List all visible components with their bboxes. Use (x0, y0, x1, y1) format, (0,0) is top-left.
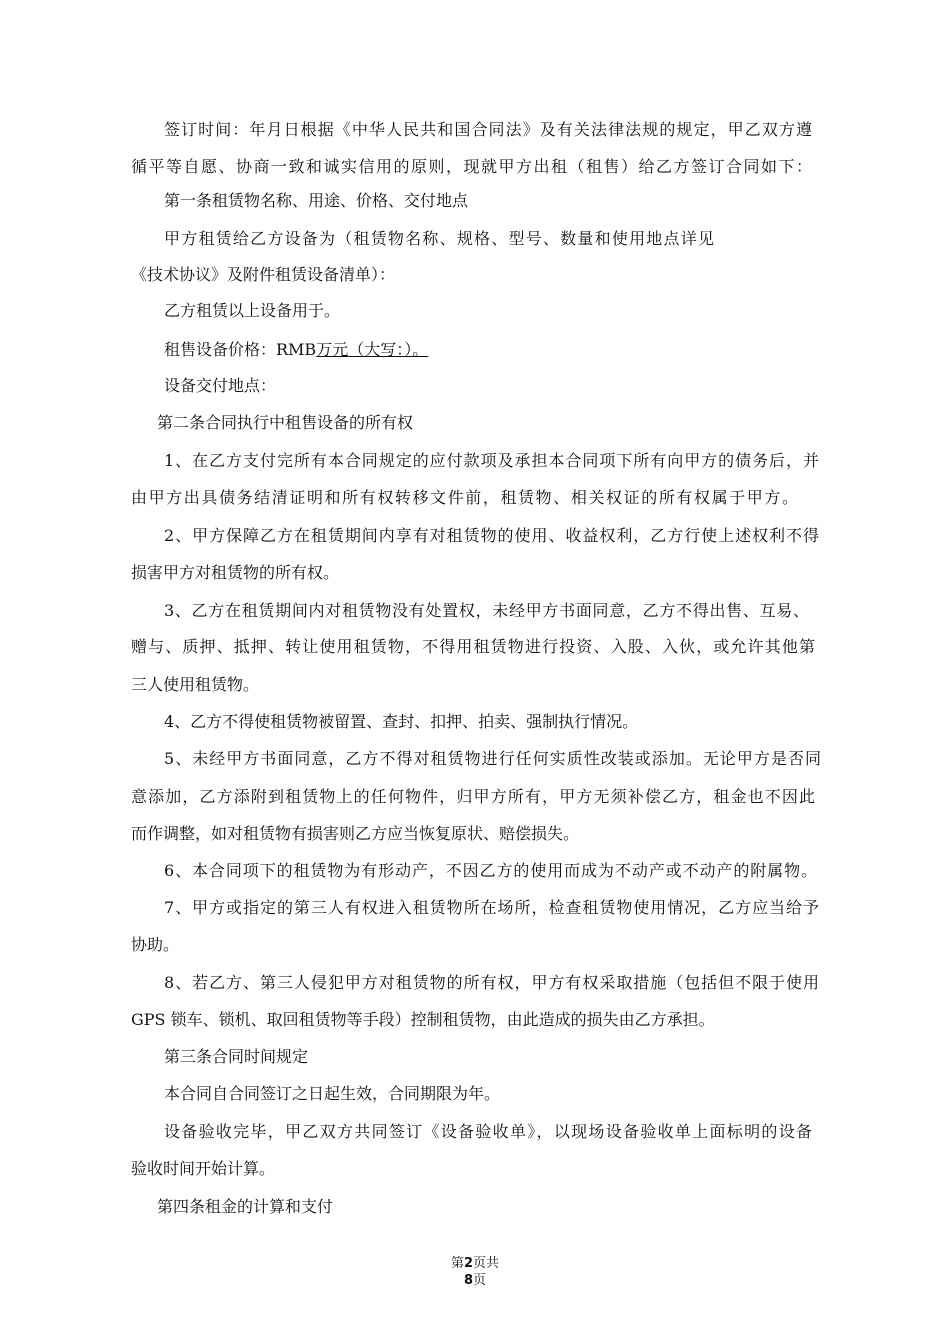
article-3-para-2-line-1: 设备验收完毕，甲乙双方共同签订《设备验收单》，以现场设备验收单上面标明的设备 (164, 1122, 812, 1141)
article-1-para-1-line-2: 《技术协议》及附件租赁设备清单）： (131, 265, 396, 284)
article-2-item-5-line-1: 5、未经甲方书面同意，乙方不得对租赁物进行任何实质性改装或添加。无论甲方是否同 (164, 749, 821, 768)
article-2-item-2-line-1: 2、甲方保障乙方在租赁期间内享有对租赁物的使用、收益权利，乙方行使上述权利不得 (164, 526, 819, 545)
article-3-title: 第三条合同时间规定 (164, 1047, 309, 1066)
article-1-para-1-line-1: 甲方租赁给乙方设备为（租赁物名称、规格、型号、数量和使用地点详见 (164, 229, 714, 248)
article-1-delivery-place: 设备交付地点： (164, 376, 277, 395)
article-2-item-6: 6、本合同项下的租赁物为有形动产，不因乙方的使用而成为不动产或不动产的附属物。 (164, 861, 817, 880)
article-2-title: 第二条合同执行中租售设备的所有权 (157, 413, 414, 432)
article-2-item-8-line-2: GPS 锁车、锁机、取回租赁物等手段）控制租赁物，由此造成的损失由乙方承担。 (131, 1010, 715, 1029)
article-3-para-2-line-2: 验收时间开始计算。 (131, 1159, 276, 1178)
price-label: 租售设备价格：RMB (164, 340, 317, 359)
article-2-item-7-line-2: 协助。 (131, 935, 180, 954)
article-2-item-5-line-2: 意添加，乙方添附到租赁物上的任何物件，归甲方所有，甲方无须补偿乙方，租金也不因此 (131, 787, 815, 806)
article-2-item-7-line-1: 7、甲方或指定的第三人有权进入租赁物所在场所，检查租赁物使用情况，乙方应当给予 (164, 898, 819, 917)
total-pages: 8 (463, 1273, 474, 1288)
article-1-para-2: 乙方租赁以上设备用于。 (164, 301, 341, 320)
article-2-item-3-line-2: 赠与、质押、抵押、转让使用租赁物，不得用租赁物进行投资、入股、入伙，或允许其他第 (131, 637, 815, 656)
page-footer-line-2: 8页 (463, 1273, 487, 1288)
article-1-title: 第一条租赁物名称、用途、价格、交付地点 (164, 191, 469, 210)
article-2-item-3-line-1: 3、乙方在租赁期间内对租赁物没有处置权，未经甲方书面同意，乙方不得出售、互易、 (164, 601, 809, 620)
page-footer-line-1: 第2页共 (450, 1256, 500, 1271)
price-amount-underlined: 万元（大写：）。 (316, 340, 429, 359)
article-2-item-5-line-3: 而作调整，如对租赁物有损害则乙方应当恢复原状、赔偿损失。 (131, 824, 580, 843)
article-4-title: 第四条租金的计算和支付 (157, 1197, 334, 1216)
preamble-line-2: 循平等自愿、协商一致和诚实信用的原则，现就甲方出租（租售）给乙方签订合同如下： (131, 157, 812, 176)
article-1-price-line (164, 339, 428, 361)
preamble-line-1: 签订时间：年月日根据《中华人民共和国合同法》及有关法律法规的规定，甲乙双方遵 (164, 120, 812, 139)
article-2-item-1-line-1: 1、在乙方支付完所有本合同规定的应付款项及承担本合同项下所有向甲方的债务后，并 (164, 451, 819, 470)
article-2-item-8-line-1: 8、若乙方、第三人侵犯甲方对租赁物的所有权，甲方有权采取措施（包括但不限于使用 (164, 973, 819, 992)
page-number: 2 (463, 1256, 474, 1271)
article-2-item-4: 4、乙方不得使租赁物被留置、查封、扣押、拍卖、强制执行情况。 (164, 712, 639, 731)
article-2-item-2-line-2: 损害甲方对租赁物的所有权。 (131, 563, 340, 582)
article-2-item-1-line-2: 由甲方出具债务结清证明和所有权转移文件前，租赁物、相关权证的所有权属于甲方。 (131, 488, 798, 507)
article-2-item-3-line-3: 三人使用租赁物。 (131, 675, 260, 694)
article-3-para-1: 本合同自合同签订之日起生效，合同期限为年。 (164, 1084, 501, 1103)
